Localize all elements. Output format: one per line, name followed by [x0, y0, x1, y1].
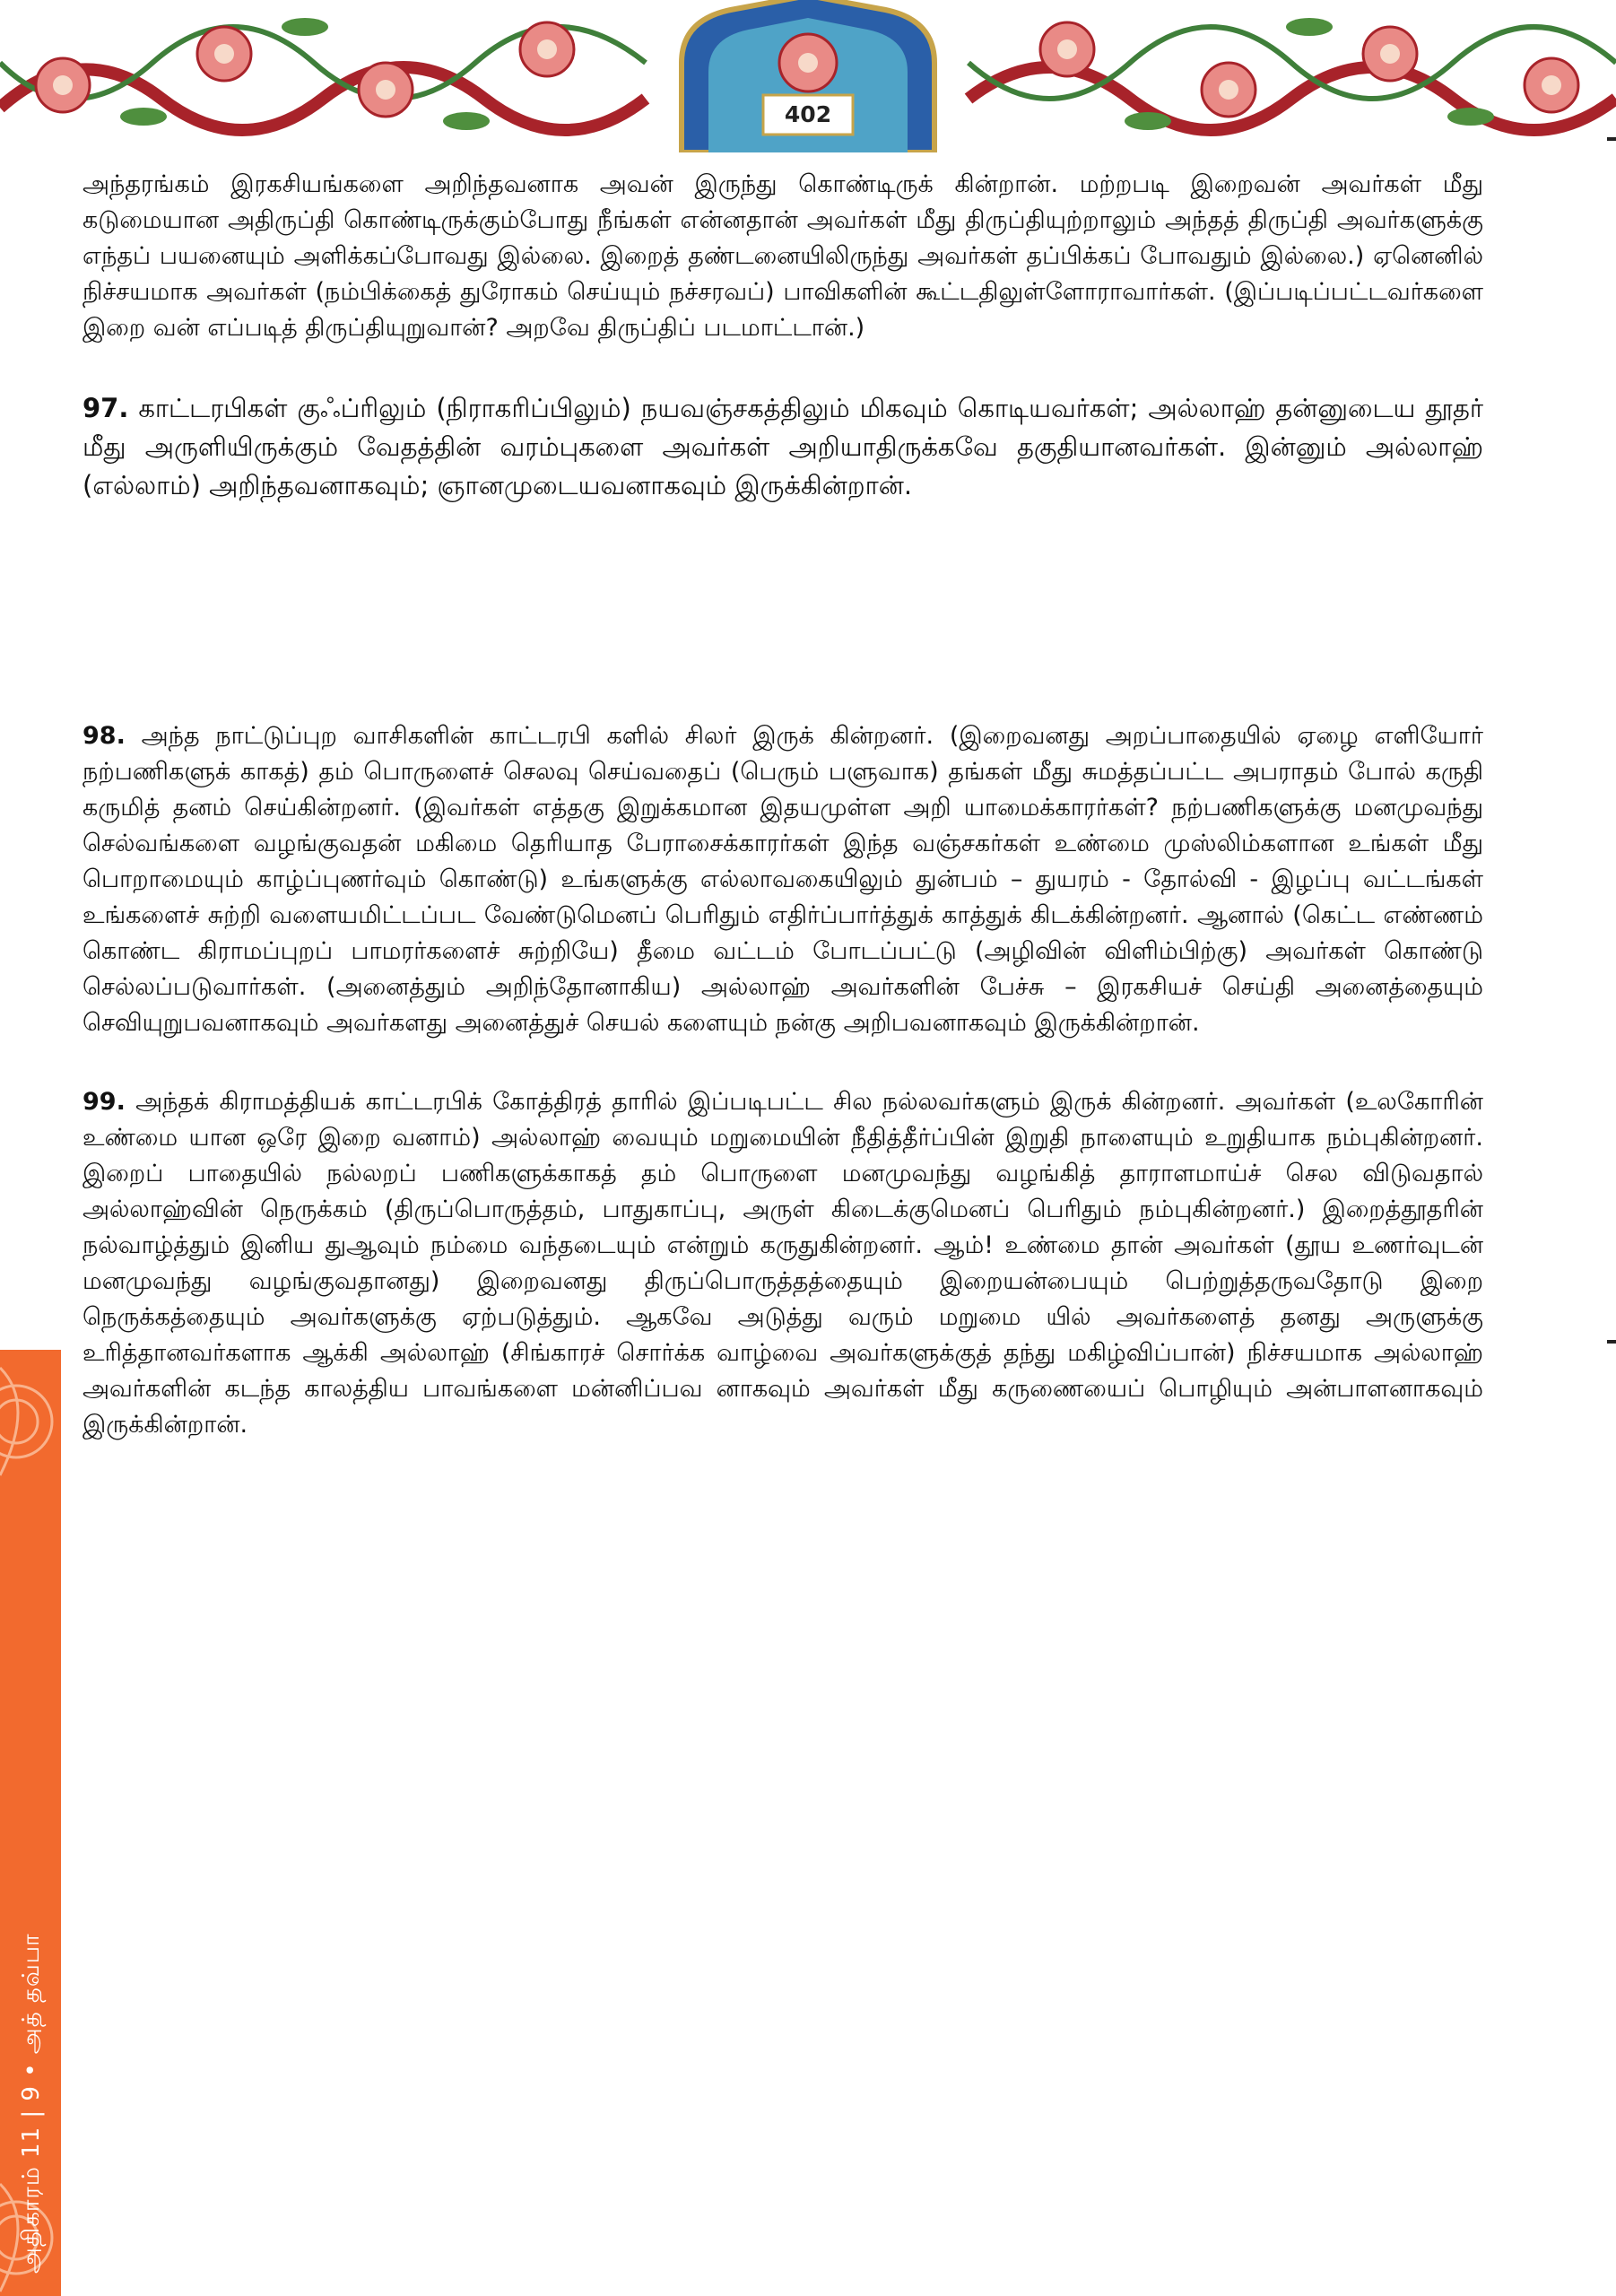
verse-text: அந்தக் கிராமத்தியக் காட்டரபிக் கோத்திரத் தாரில் இப்படிபட்ட சில நல்லவர்களும் இருக் கின்றனர். அவர்கள் (உலகோரின் உண்மை யான ஒரே இறை வனாம்) அல்லாஹ் வையும் மறுமையின் நீதித்தீர்ப்பின் இறுதி நாளையும் உறுதியாக நம்புகின்றனர். இறைப் பாதையில் நல்லறப் பணிகளுக்காகத் தம் பொருளை மனமுவந்து வழங்கித் தாராளமாய்ச் செல விடுவதால் அல்லாஹ்வின் நெருக்கம் (திருப்பொருத்தம், பாதுகாப்பு, அருள் கிடைக்குமெனப் பெரிதும் நம்புகின்றனர்.) இறைத்தூதரின் நல்வாழ்த்தும் இனிய துஆவும் நம்மை வந்தடையும் என்றும் கருதுகின்றனர். ஆம்! உண்மை தான் அவர்கள் (தூய உணர்வுடன் மனமுவந்து வழங்குவதானது) இறைவனது திருப்பொருத்தத்தையும் இறையன்பையும் பெற்றுத்தருவதோடு இறை நெருக்கத்தையும் அவர்களுக்கு ஏற்படுத்தும். ஆகவே அடுத்து வரும் மறுமை யில் அவர்களைத் தனது அருளுக்கு உரித்தானவர்களாக ஆக்கி அல்லாஹ் (சிங்காரச் சொர்க்க வாழ்வை அவர்களுக்குத் தந்து மகிழ்விப்பான்) நிச்சயமாக அல்லாஹ் அவர்களின் கடந்த காலத்திய பாவங்களை மன்னிப்பவ னாகவும் அவர்கள் மீது கருணையைப் பொழியும் அன்பாளனாகவும் இருக்கின்றான். [83, 1088, 1484, 1439]
chapter-side-strip [0, 1350, 61, 2296]
chapter-side-label: அதிகாரம் 11 | 9 • அத் தவ்பா [18, 1933, 45, 2274]
verse-text: அந்த நாட்டுப்புற வாசிகளின் காட்டரபி களில் சிலர் இருக் கின்றனர். (இறைவனது அறப்பாதையில் ஏழை எளியோர் நற்பணிகளுக் காகத்) தம் பொருளைச் செலவு செய்வதைப் (பெரும் பளுவாக) தங்கள் மீது சுமத்தப்பட்ட அபராதம் போல் கருதி கருமித் தனம் செய்கின்றனர். (இவர்கள் எத்தகு இறுக்கமான இதயமுள்ள அறி யாமைக்காரர்கள்? நற்பணிகளுக்கு மனமுவந்து செல்வங்களை வழங்குவதன் மகிமை தெரியாத பேராசைக்காரர்கள் இந்த வஞ்சகர்கள் உண்மை முஸ்லிம்களான உங்கள் மீது பொறாமையும் காழ்ப்புணர்வும் கொண்டு) உங்களுக்கு எல்லாவகையிலும் துன்பம் – துயரம் - தோல்வி - இழப்பு வட்டங்கள் உங்களைச் சுற்றி வளையமிட்டப்பட வேண்டுமெனப் பெரிதும் எதிர்ப்பார்த்துக் காத்துக் கிடக்கின்றனர். ஆனால் (கெட்ட எண்ணம் கொண்ட கிராமப்புறப் பாமரர்களைச் சுற்றியே) தீமை வட்டம் போடப்பட்டு (அழிவின் விளிம்பிற்கு) அவர்கள் கொண்டு செல்லப்படுவார்கள். (அனைத்தும் அறிந்தோனாகிய) அல்லாஹ் அவர்களின் பேச்சு – இரகசியச் செய்தி அனைத்தையும் செவியுறுபவனாகவும் அவர்களது அனைத்துச் செயல் களையும் நன்கு அறிபவனாகவும் இருக்கின்றான். [83, 722, 1483, 1037]
margin-tick [1607, 137, 1616, 141]
margin-tick [1607, 1340, 1616, 1344]
verse-number: 98. [83, 722, 126, 750]
header-ornament-band [0, 0, 1616, 152]
page-number: 402 [784, 101, 832, 127]
verse-97 [83, 389, 1483, 505]
verse-number: 99. [83, 1088, 126, 1116]
intro-paragraph: அந்தரங்கம் இரகசியங்களை அறிந்தவனாக அவன் இருந்து கொண்டிருக் கின்றான். மற்றபடி இறைவன் அவர்கள் மீது கடுமையான அதிருப்தி கொண்டிருக்கும்போது நீங்கள் என்னதான் அவர்கள் மீது திருப்தியுற்றாலும் அந்தத் திருப்தி அவர்களுக்கு எந்தப் பயனையும் அளிக்கப்போவது இல்லை. இறைத் தண்டனையிலிருந்து அவர்கள் தப்பிக்கப் போவதும் இல்லை.) ஏனெனில் நிச்சயமாக அவர்கள் (நம்பிக்கைத் துரோகம் செய்யும் நச்சரவப்) பாவிகளின் கூட்டதிலுள்ளோராவார்கள். (இப்படிப்பட்டவர்களை இறை வன் எப்படித் திருப்தியுறுவான்? அறவே திருப்திப் படமாட்டான்.) [83, 170, 1483, 342]
verse-98 [83, 718, 1483, 1041]
verse-99 [83, 1084, 1483, 1443]
verse-text: காட்டரபிகள் குஃப்ரிலும் (நிராகரிப்பிலும்) நயவஞ்சகத்திலும் மிகவும் கொடியவர்கள்; அல்லாஹ் தன்னுடைய தூதர் மீது அருளியிருக்கும் வேதத்தின் வரம்புகளை அவர்கள் அறியாதிருக்கவே தகுதியானவர்கள். இன்னும் அல்லாஹ் (எல்லாம்) அறிந்தவனாகவும்; ஞானமுடையவனாகவும் இருக்கின்றான். [83, 393, 1483, 500]
verse-number: 97. [83, 393, 129, 423]
main-content [83, 167, 1483, 1443]
